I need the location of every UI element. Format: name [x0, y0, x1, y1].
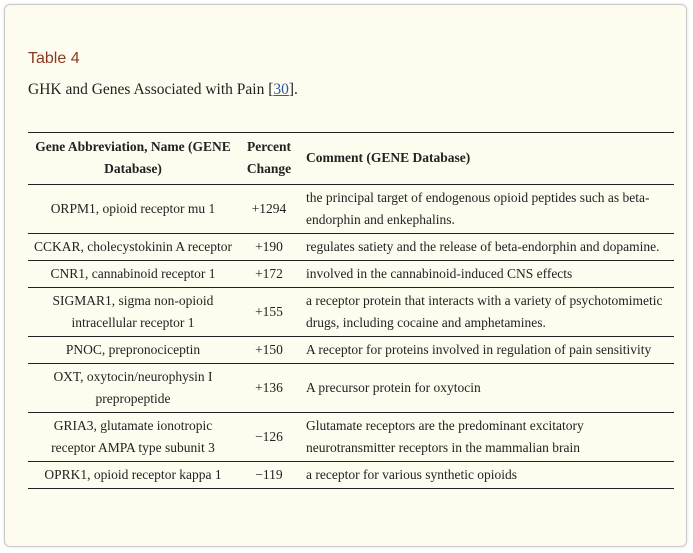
percent-cell: +172: [255, 266, 283, 281]
gene-cell: ORPM1, opioid receptor mu 1: [50, 201, 216, 216]
table-row: [28, 337, 674, 364]
caption-end: ].: [288, 81, 298, 98]
comment-cell: a receptor for various synthetic opioids: [306, 467, 518, 482]
table-label: Table 4: [28, 50, 80, 67]
percent-cell: −126: [255, 429, 283, 444]
reference-link[interactable]: 30: [273, 81, 289, 98]
caption-text: GHK and Genes Associated with Pain [: [28, 81, 274, 98]
table-row: [28, 234, 674, 261]
header-row: [28, 133, 674, 185]
header-percent: Percent Change: [246, 139, 292, 176]
comment-cell: a receptor protein that interacts with a variety of psychotomimetic drugs, including cocaine and amphetamines.: [306, 293, 663, 330]
genes-table: [28, 132, 674, 489]
percent-cell: +136: [255, 380, 283, 395]
percent-cell: +155: [255, 304, 283, 319]
table-row: [28, 462, 674, 489]
percent-cell: +1294: [251, 201, 287, 216]
gene-cell: OXT, oxytocin/neurophysin I prepropeptide: [53, 369, 213, 406]
table-caption: [28, 80, 298, 100]
table-row: [28, 185, 674, 234]
table-row: [28, 261, 674, 288]
gene-cell: CNR1, cannabinoid receptor 1: [50, 266, 216, 281]
table-row: [28, 364, 674, 413]
comment-cell: regulates satiety and the release of beta-endorphin and dopamine.: [306, 239, 660, 254]
table-panel: [4, 4, 687, 547]
comment-cell: the principal target of endogenous opioid peptides such as beta-endorphin and enkephalins.: [306, 190, 650, 227]
percent-cell: +150: [255, 342, 283, 357]
table-row: [28, 413, 674, 462]
gene-cell: GRIA3, glutamate ionotropic receptor AMPA type subunit 3: [51, 418, 215, 455]
comment-cell: involved in the cannabinoid-induced CNS effects: [306, 266, 573, 281]
gene-cell: SIGMAR1, sigma non-opioid intracellular receptor 1: [52, 293, 214, 330]
gene-cell: PNOC, prepronociceptin: [65, 342, 201, 357]
header-comment: Comment (GENE Database): [306, 150, 471, 165]
gene-cell: OPRK1, opioid receptor kappa 1: [44, 467, 222, 482]
comment-cell: A receptor for proteins involved in regulation of pain sensitivity: [306, 342, 652, 357]
comment-cell: A precursor protein for oxytocin: [306, 380, 481, 395]
table-row: [28, 288, 674, 337]
header-gene: Gene Abbreviation, Name (GENE Database): [35, 139, 231, 176]
percent-cell: +190: [255, 239, 283, 254]
comment-cell: Glutamate receptors are the predominant excitatory neurotransmitter receptors in the mammalian brain: [306, 418, 584, 455]
percent-cell: −119: [255, 467, 283, 482]
gene-cell: CCKAR, cholecystokinin A receptor: [34, 239, 232, 254]
